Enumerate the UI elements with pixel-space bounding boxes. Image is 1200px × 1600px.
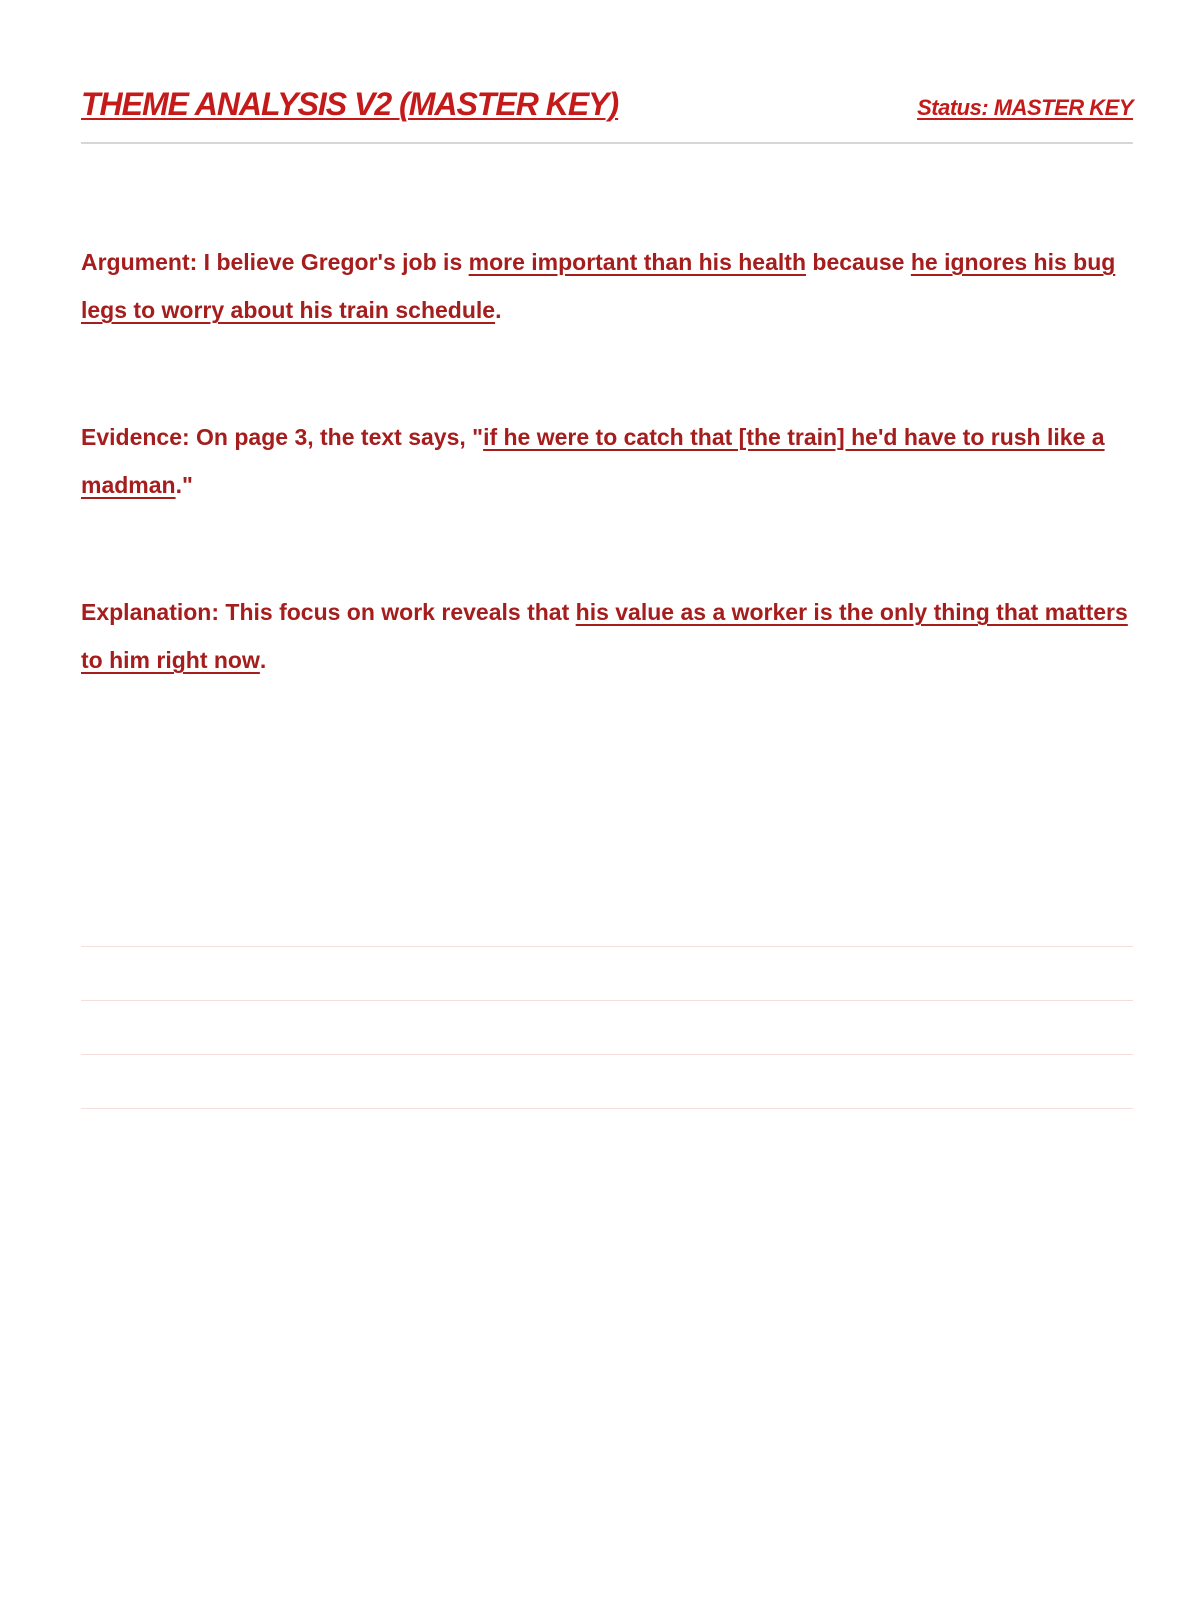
evidence-quote: if he were to catch that [the train] he'd have to rush like a madman xyxy=(81,424,1105,498)
document-header xyxy=(81,80,1133,144)
argument-claim: more important than his health xyxy=(468,249,806,275)
explanation-text-2: that xyxy=(520,599,576,625)
argument-label: Argument: xyxy=(81,249,198,275)
document-page xyxy=(81,0,1133,1600)
document-title: THEME ANALYSIS V2 (MASTER KEY) xyxy=(81,86,619,122)
explanation-meaning: his value as a worker is the only thing that matters to him right now xyxy=(81,599,1128,673)
evidence-text-1: On page 3, the text says, " xyxy=(189,424,484,450)
argument-text-3: . xyxy=(495,297,502,323)
status-label: Status: MASTER KEY xyxy=(917,95,1133,120)
explanation-text-1: This focus on work xyxy=(219,599,442,625)
evidence-label: Evidence: xyxy=(81,424,190,450)
argument-reason: he ignores his bug legs to worry about his train schedule xyxy=(81,249,1116,323)
explanation-label: Explanation: xyxy=(81,599,220,625)
writing-line xyxy=(81,1054,1133,1055)
evidence-paragraph xyxy=(81,413,1133,509)
writing-line xyxy=(81,1108,1133,1109)
argument-paragraph xyxy=(81,238,1133,334)
argument-text-1: I believe Gregor's job is xyxy=(197,249,469,275)
explanation-paragraph xyxy=(81,588,1133,684)
evidence-text-2: ." xyxy=(175,472,193,498)
argument-text-2: because xyxy=(806,249,911,275)
writing-line xyxy=(81,1000,1133,1001)
writing-line xyxy=(81,946,1133,947)
explanation-text-3: . xyxy=(259,647,267,673)
explanation-verb: reveals xyxy=(441,599,521,625)
